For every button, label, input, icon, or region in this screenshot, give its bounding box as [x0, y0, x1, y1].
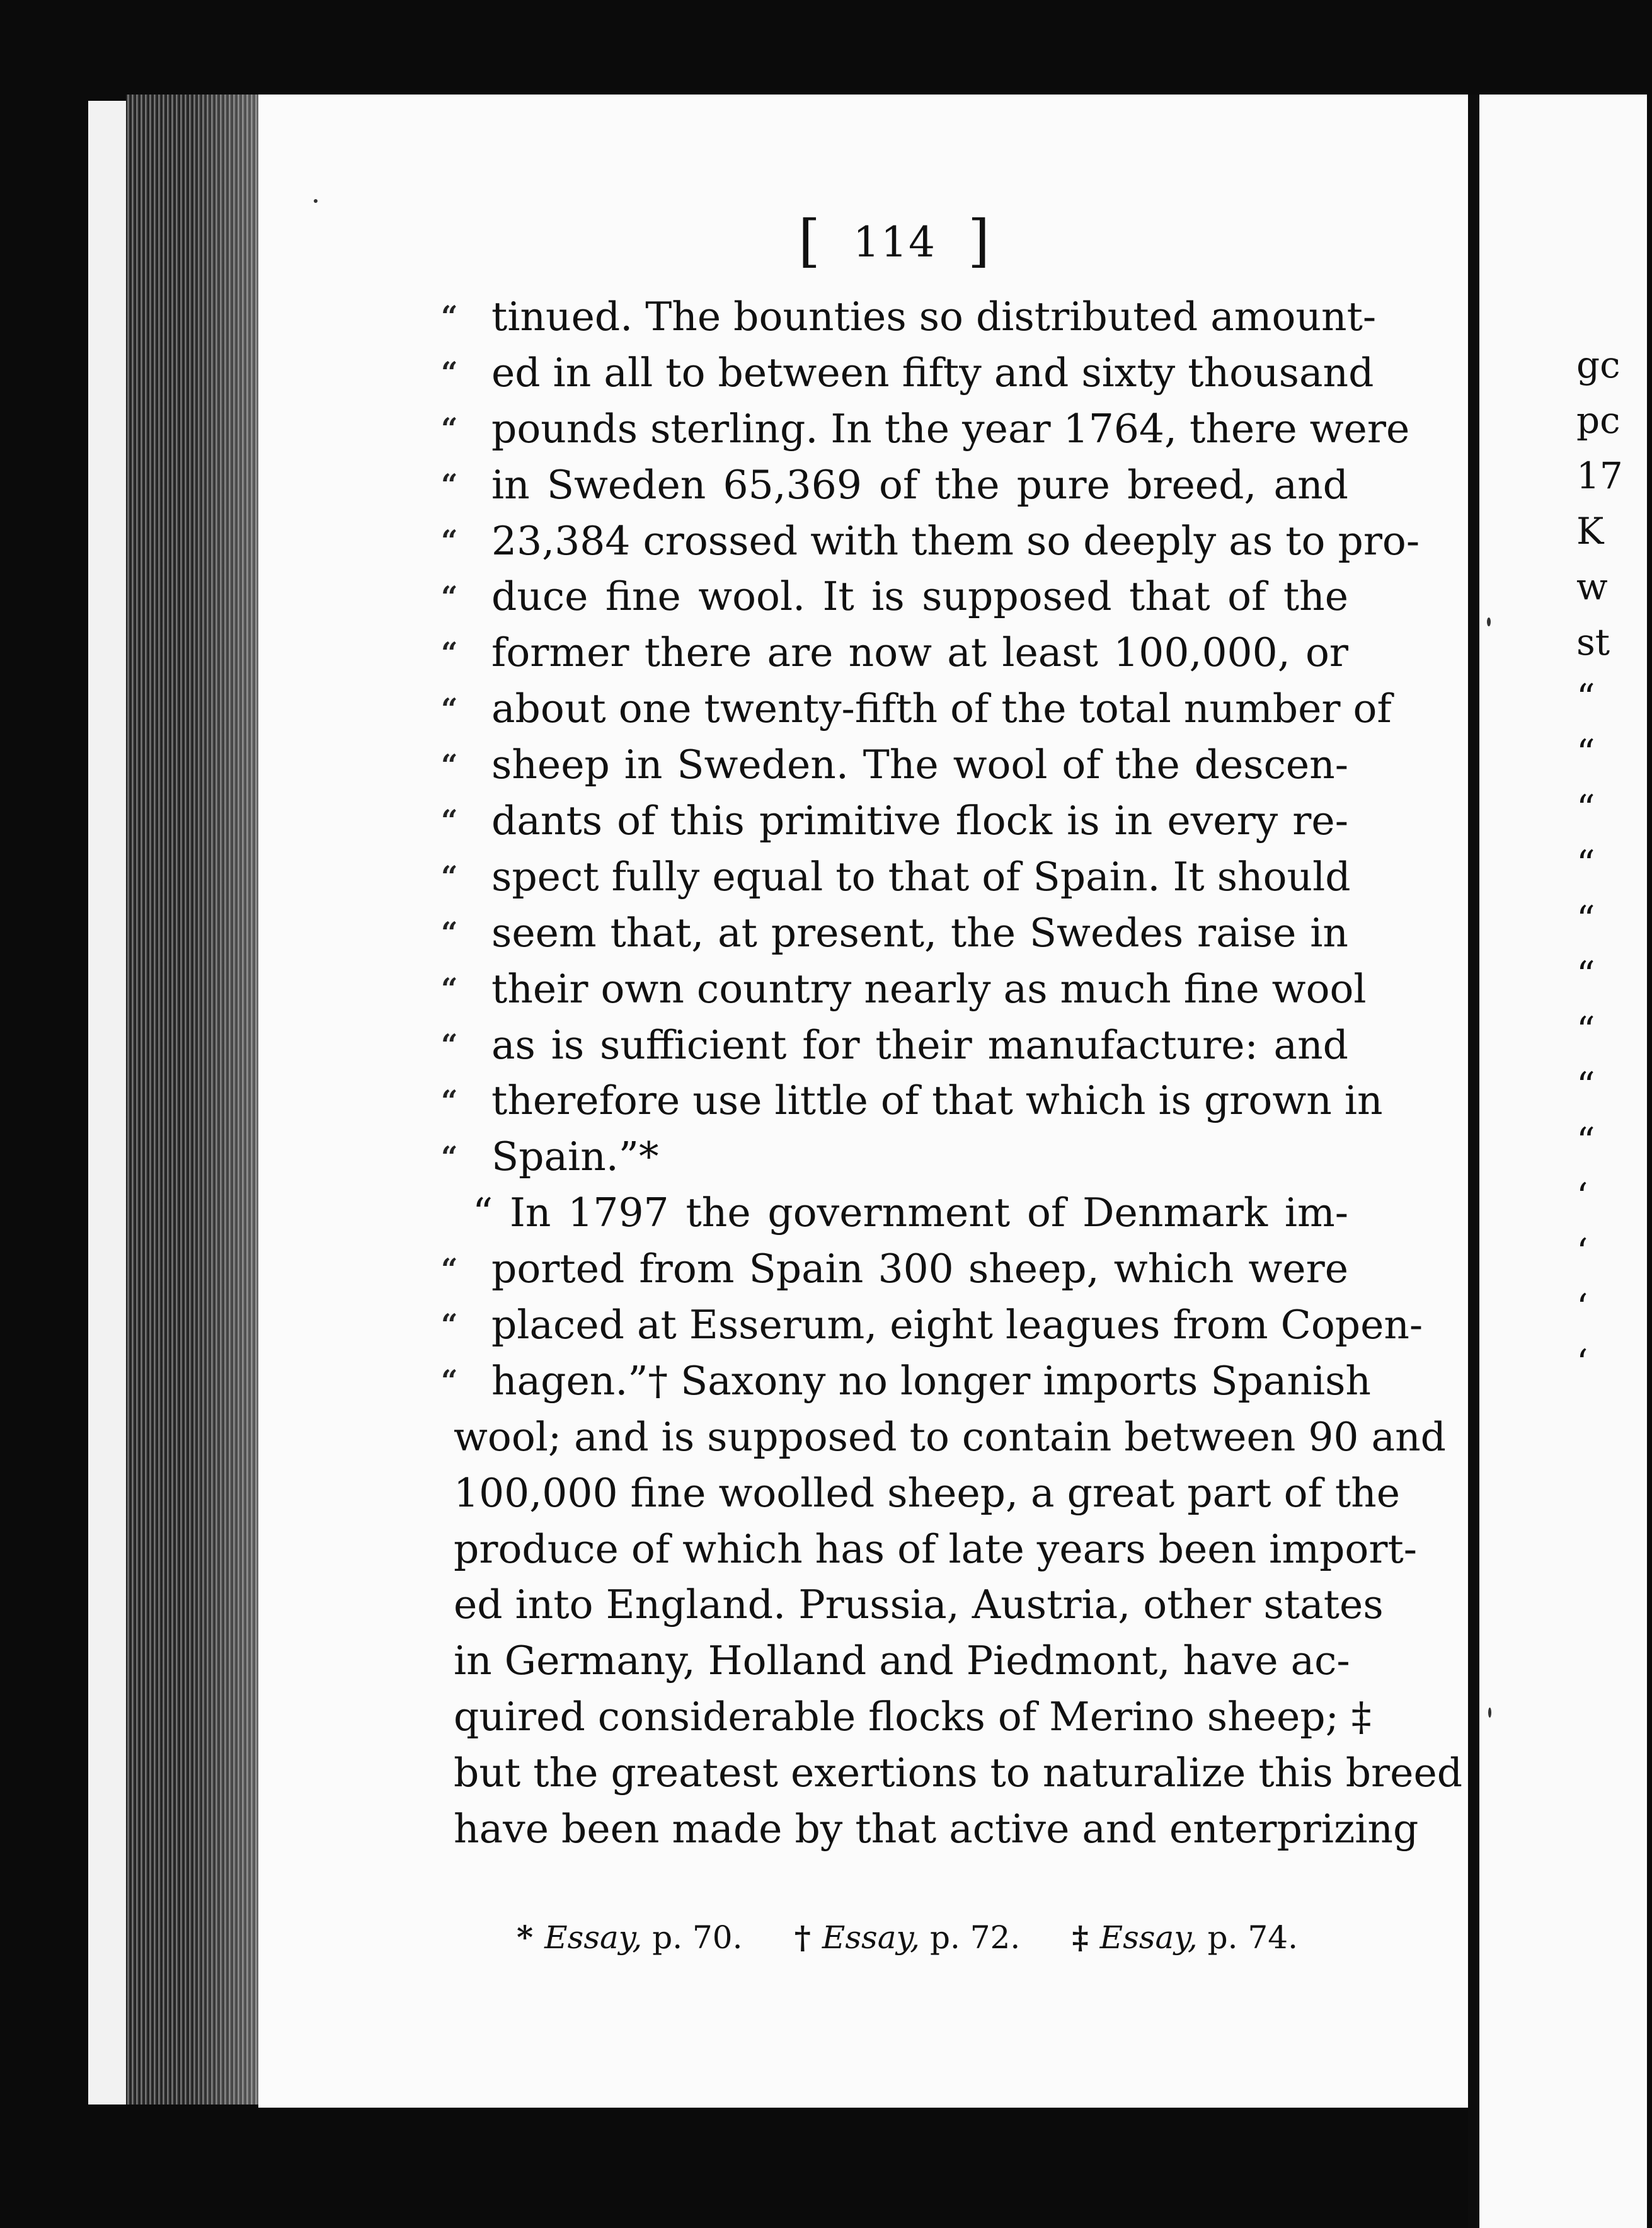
- quote-mark: “: [441, 1307, 457, 1342]
- footnote-page: p. 72.: [929, 1919, 1021, 1956]
- line-text: pounds sterling. In the year 1764, there were: [491, 405, 1410, 452]
- quote-mark: “: [441, 691, 457, 726]
- quote-mark: “: [441, 468, 457, 502]
- text-line: [441, 961, 1367, 1017]
- text-line: [441, 345, 1374, 401]
- footnote-mark: ‡: [1072, 1919, 1089, 1956]
- text-line: [441, 401, 1410, 457]
- text-line: [441, 1241, 1348, 1297]
- text-line: [441, 289, 1377, 345]
- line-text: 100,000 fine woolled sheep, a great part of the: [454, 1469, 1401, 1516]
- text-line: [441, 1017, 1348, 1073]
- text-line: [441, 1409, 1446, 1465]
- text-line: [441, 1689, 1372, 1745]
- quote-mark: “: [441, 916, 457, 950]
- quote-mark: “: [441, 859, 457, 894]
- quote-mark: “: [441, 1083, 457, 1118]
- paper-speck: [314, 199, 318, 203]
- line-text: produce of which has of late years been import-: [454, 1525, 1418, 1572]
- quote-mark: “: [441, 1251, 457, 1286]
- footnote-title: Essay,: [544, 1919, 643, 1956]
- text-line: [441, 1521, 1418, 1577]
- line-text: in Germany, Holland and Piedmont, have ac-: [454, 1638, 1350, 1684]
- line-text: but the greatest exertions to naturalize this breed: [454, 1750, 1463, 1796]
- line-text: former there are now at least 100,000, or: [491, 629, 1348, 676]
- text-line: [441, 849, 1351, 905]
- quote-mark: “: [441, 635, 457, 670]
- text-line: [441, 1465, 1401, 1521]
- text-line: [441, 1576, 1384, 1633]
- text-line: [441, 513, 1420, 569]
- quote-mark: “: [441, 524, 457, 558]
- right-bracket: ]: [967, 208, 992, 274]
- quote-mark: “: [441, 355, 457, 390]
- line-text: duce fine wool. It is supposed that of the: [491, 573, 1348, 620]
- line-text: their own country nearly as much fine wool: [491, 965, 1367, 1012]
- line-text: dants of this primitive flock is in every re-: [491, 797, 1348, 844]
- line-text: ed in all to between fifty and sixty thousand: [491, 349, 1374, 396]
- text-line: [441, 457, 1348, 513]
- quote-mark: “: [441, 1028, 457, 1062]
- text-line: [441, 793, 1348, 849]
- paper-speck: [1487, 617, 1491, 626]
- line-text: Spain.”*: [491, 1134, 659, 1180]
- quote-mark: “: [441, 747, 457, 782]
- quote-mark: “: [441, 1364, 457, 1398]
- line-text: sheep in Sweden. The wool of the descen-: [491, 742, 1348, 788]
- footnote: [794, 1919, 1021, 1956]
- quote-mark: “: [441, 411, 457, 446]
- text-line: [441, 1745, 1463, 1801]
- footnote-mark: *: [517, 1919, 534, 1956]
- footnote-title: Essay,: [1099, 1919, 1198, 1956]
- text-line: [441, 905, 1348, 961]
- text-line: [441, 624, 1348, 680]
- line-text: tinued. The bounties so distributed amount-: [491, 293, 1377, 340]
- text-line: [441, 1353, 1371, 1409]
- line-text: 23,384 crossed with them so deeply as to pro-: [491, 517, 1420, 564]
- line-text: wool; and is supposed to contain between 90 and: [454, 1413, 1446, 1460]
- line-text: have been made by that active and enterprizing: [454, 1805, 1419, 1852]
- footnote-page: p. 70.: [652, 1919, 743, 1956]
- line-text: quired considerable flocks of Merino sheep; ‡: [454, 1694, 1372, 1740]
- line-text: hagen.”† Saxony no longer imports Spanish: [491, 1357, 1371, 1404]
- footnote: [517, 1919, 743, 1956]
- footnote-title: Essay,: [822, 1919, 921, 1956]
- line-text: “ In 1797 the government of Denmark im-: [473, 1190, 1348, 1236]
- page-number: 114: [853, 218, 936, 267]
- line-text: therefore use little of that which is grown in: [491, 1077, 1383, 1124]
- footnote-page: p. 74.: [1207, 1919, 1298, 1956]
- text-line: [441, 1072, 1383, 1128]
- line-text: placed at Esserum, eight leagues from Copen-: [491, 1301, 1423, 1348]
- line-text: seem that, at present, the Swedes raise in: [491, 909, 1348, 956]
- text-line: [441, 737, 1348, 793]
- footnote-mark: †: [794, 1919, 811, 1956]
- quote-mark: “: [441, 579, 457, 614]
- footnotes: [517, 1919, 1298, 1956]
- line-text: ported from Spain 300 sheep, which were: [491, 1246, 1348, 1292]
- text-line: [441, 1297, 1423, 1353]
- text-line: [441, 1185, 1348, 1241]
- text-line: [441, 568, 1348, 624]
- line-text: ed into England. Prussia, Austria, other states: [454, 1582, 1384, 1628]
- text-line: [441, 1633, 1348, 1689]
- footnote: [1072, 1919, 1298, 1956]
- book-spine-edge: [88, 101, 126, 2105]
- quote-mark: “: [441, 803, 457, 838]
- quote-mark: “: [441, 972, 457, 1006]
- page-body-text: [441, 289, 1463, 1857]
- quote-mark: “: [441, 1139, 457, 1174]
- line-text: about one twenty-fifth of the total number of: [491, 686, 1392, 732]
- text-line: [441, 1128, 1348, 1185]
- page-edges-shade: [189, 95, 258, 2105]
- text-line: [441, 1801, 1419, 1857]
- text-line: [441, 680, 1392, 737]
- left-bracket: [: [798, 208, 822, 274]
- line-text: spect fully equal to that of Spain. It should: [491, 853, 1351, 900]
- facing-page-text: gc pc 17 K w st “ “ “ “ “ “ “ “ “ ‘ ‘ ‘ ‘: [1576, 343, 1623, 1384]
- page-header: [781, 208, 1008, 274]
- paper-speck: [1488, 1708, 1491, 1718]
- line-text: as is sufficient for their manufacture: and: [491, 1021, 1348, 1068]
- line-text: in Sweden 65,369 of the pure breed, and: [491, 461, 1348, 508]
- quote-mark: “: [441, 299, 457, 334]
